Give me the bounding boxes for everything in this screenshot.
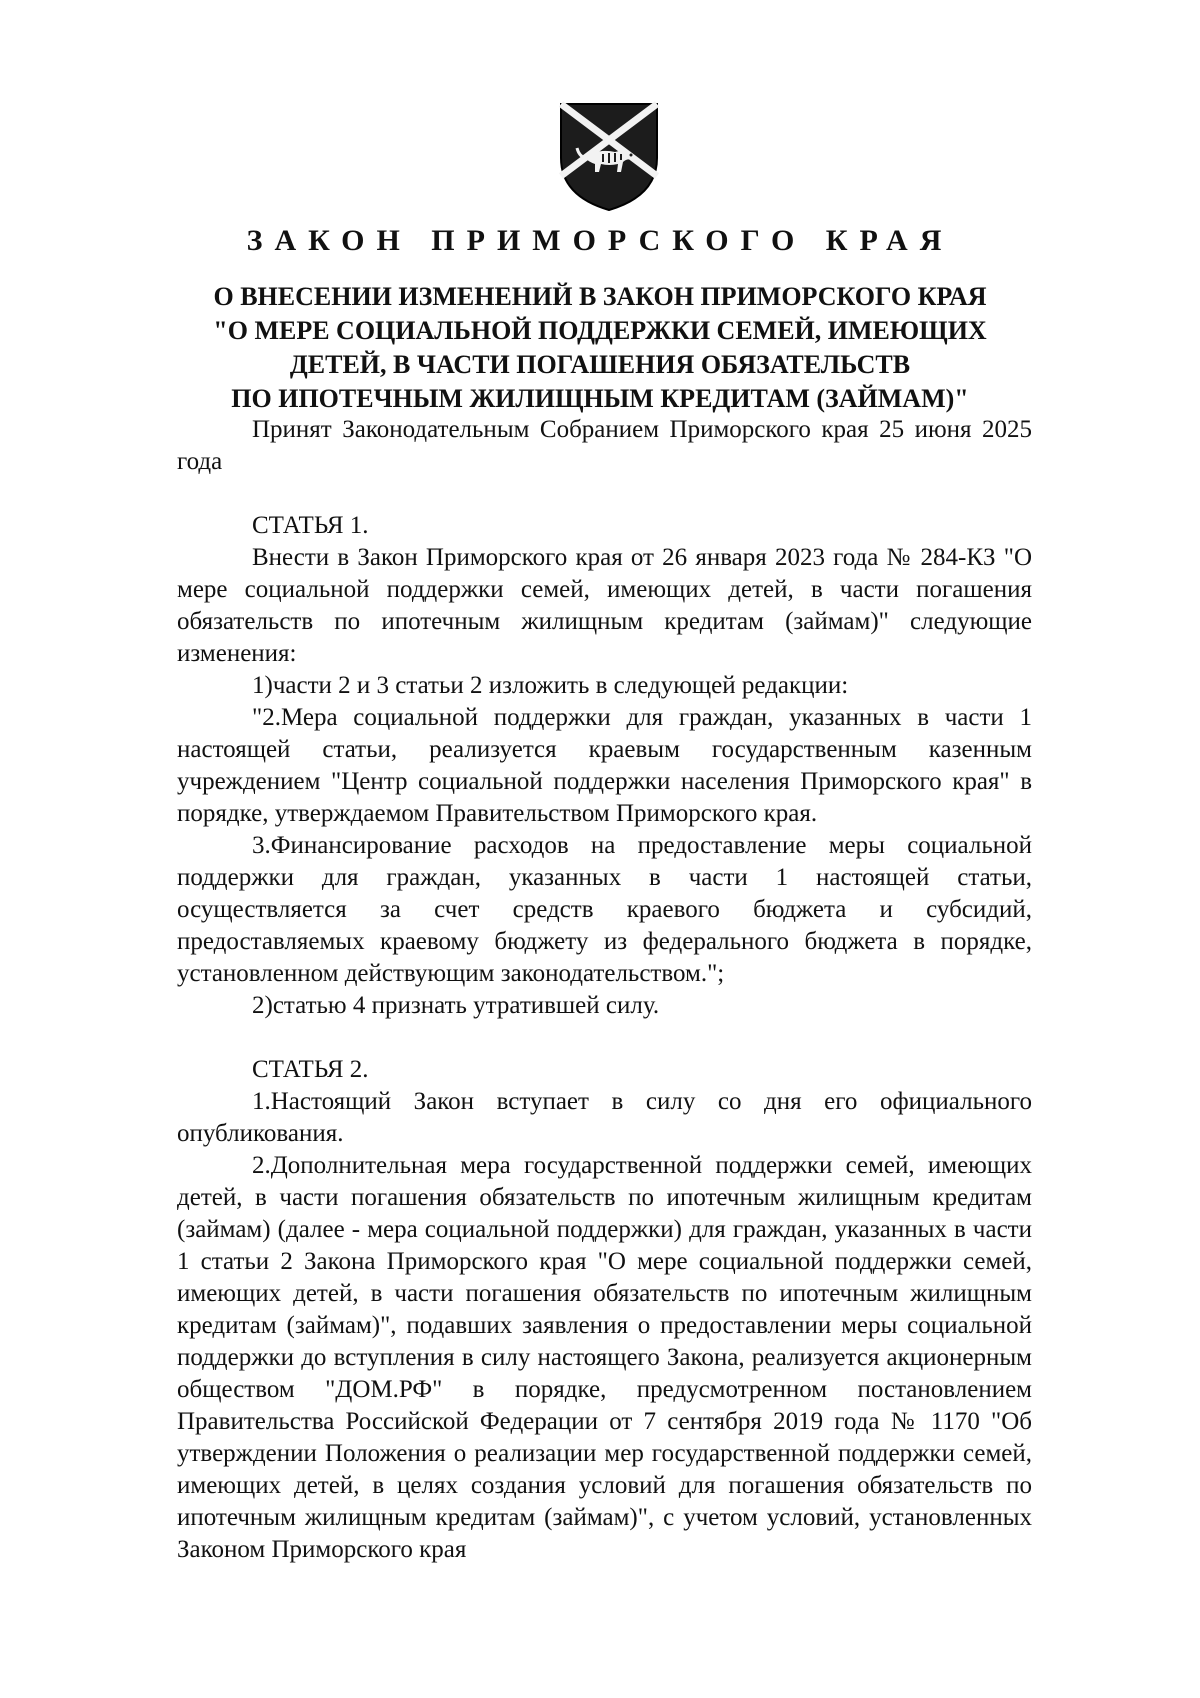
article-1-paragraph: 3.Финансирование расходов на предоставление меры социальной поддержки для граждан, указанных в части 1 настоящей статьи, осуществляется за счет средств краевого бюджета и субсидий, предоставляемых краевому бюджету из федерального бюджета в порядке, установленном действующим законодательством."; — [177, 832, 1032, 987]
spacer — [177, 1022, 1032, 1054]
article-1-paragraph: "2.Мера социальной поддержки для граждан, указанных в части 1 настоящей статьи, реализуется краевым государственным казенным учреждением "Центр социальной поддержки населения Приморского края" в порядке, утверждаемом Правительством Приморского края. — [177, 704, 1032, 827]
document-type-heading: ЗАКОН ПРИМОРСКОГО КРАЯ — [246, 224, 954, 257]
article-1-heading: СТАТЬЯ 1. — [252, 512, 369, 539]
law-title-line: ПО ИПОТЕЧНЫМ ЖИЛИЩНЫМ КРЕДИТАМ (ЗАЙМАМ)" — [231, 384, 969, 413]
law-title-line: ДЕТЕЙ, В ЧАСТИ ПОГАШЕНИЯ ОБЯЗАТЕЛЬСТВ — [289, 350, 911, 379]
primorsky-krai-coat-of-arms-icon — [557, 100, 661, 213]
article-2-paragraph: 2.Дополнительная мера государственной поддержки семей, имеющих детей, в части погашения обязательств по ипотечным жилищным кредитам (займам) (далее - мера социальной поддержки) для граждан, указанных в части 1 статьи 2 Закона Приморского края "О мере социальной поддержки семей, имеющих детей, в части погашения обязательств по ипотечным жилищным кредитам (займам)", подавших заявления о предоставлении меры социальной поддержки до вступления в силу настоящего Закона, реализуется акционерным обществом "ДОМ.РФ" в порядке, предусмотренном постановлением Правительства Российской Федерации от 7 сентября 2019 года № 1170 "Об утверждении Положения о реализации мер государственной поддержки семей, имеющих детей, в целях создания условий для погашения обязательств по ипотечным жилищным кредитам (займам)", с учетом условий, установленных Законом Приморского края — [177, 1152, 1032, 1563]
article-2-heading: СТАТЬЯ 2. — [252, 1056, 369, 1083]
article-2-paragraph: 1.Настоящий Закон вступает в силу со дня его официального опубликования. — [177, 1088, 1032, 1147]
article-1-paragraph: 1)части 2 и 3 статьи 2 изложить в следующей редакции: — [252, 672, 849, 699]
law-title-line: "О МЕРЕ СОЦИАЛЬНОЙ ПОДДЕРЖКИ СЕМЕЙ, ИМЕЮЩИХ — [213, 316, 987, 345]
adoption-note: Принят Законодательным Собранием Приморского края 25 июня 2025 года — [177, 416, 1032, 475]
article-1-paragraph: Внести в Закон Приморского края от 26 января 2023 года № 284-КЗ "О мере социальной поддержки семей, имеющих детей, в части погашения обязательств по ипотечным жилищным кредитам (займам)" следующие изменения: — [177, 544, 1032, 667]
spacer — [177, 478, 1032, 510]
law-title — [150, 280, 1050, 416]
article-1-paragraph: 2)статью 4 признать утратившей силу. — [252, 992, 660, 1019]
law-title-line: О ВНЕСЕНИИ ИЗМЕНЕНИЙ В ЗАКОН ПРИМОРСКОГО КРАЯ — [213, 282, 987, 311]
document-body — [177, 414, 1032, 1566]
